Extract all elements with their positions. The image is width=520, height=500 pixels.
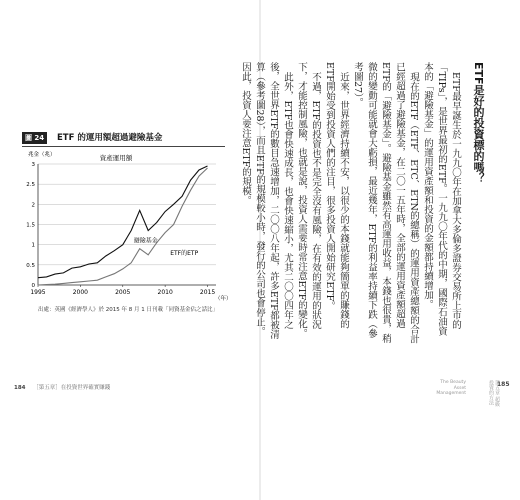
meta-line: Asset xyxy=(453,385,466,391)
figure-rule xyxy=(22,146,225,147)
figure-title: ETF 的運用額超過避險基金 xyxy=(57,133,163,143)
y-tick-label: 3 xyxy=(31,162,35,168)
y-tick-label: 1.5 xyxy=(26,222,35,229)
series-line-1 xyxy=(38,168,208,285)
y-tick-label: 2.5 xyxy=(26,182,35,189)
chart-ticks xyxy=(26,162,215,296)
chart-title: 資產運用額 xyxy=(99,154,133,162)
chart-lines xyxy=(38,166,208,285)
running-head-right: 第五章 超級投資的方法 xyxy=(488,380,500,407)
x-tick-label: 1995 xyxy=(30,289,46,296)
meta-line: Management xyxy=(436,391,466,396)
series-label-hedge-fund: 避險基金 xyxy=(133,237,158,245)
page-number-left: 184 xyxy=(14,385,26,391)
chart xyxy=(14,148,232,303)
y-tick-label: 1 xyxy=(31,242,35,249)
meta-line: The Beauty xyxy=(440,380,466,385)
page-number-right: 185 xyxy=(497,381,510,388)
chart-labels xyxy=(134,237,199,257)
body-text xyxy=(238,62,486,344)
y-tick-label: 0.5 xyxy=(26,262,35,269)
right-footer-meta xyxy=(406,380,466,397)
paragraph: ETF最早誕生於一九九〇年在加拿大多倫多證券交易所上市的「TIPs」，是世界最初的ETF。一九九〇年代的中期，國際石油資本的「避險基金」的運用資產額和投資的金額都持續增加。 xyxy=(422,62,461,336)
figure-source: 出處：英國《經濟學人》於 2015 年 8 月 1 日刊載「同資基金佔之話比」 xyxy=(38,307,218,313)
figure-tag: 圖 24 xyxy=(22,132,47,144)
running-title-left: ［第五章］在投資世界確實賺錢 xyxy=(33,385,111,391)
series-line-0 xyxy=(38,166,208,278)
paragraph: 不過，ETF的投資也不是完全沒有風險，在有效的運用的狀況下，才能控制風險，也就是說，投資人需要時常注意ETF的變化。 xyxy=(296,62,321,339)
y-tick-label: 0 xyxy=(31,283,35,289)
paragraph: 近來，世界經濟持續不安，以很少的本錢就能夠簡單的賺錢的ETF開始受到投資人們的注目，很多投資人開始研究ETF。 xyxy=(324,62,349,328)
x-tick-label: 2000 xyxy=(72,289,89,296)
x-tick-label: 2010 xyxy=(157,289,173,296)
x-axis-label: （年） xyxy=(215,296,232,302)
left-footer xyxy=(14,383,110,391)
y-axis-label: 兆金（兆） xyxy=(28,152,56,158)
x-tick-label: 2005 xyxy=(115,289,131,296)
series-label-etf: ETF的ETP xyxy=(170,249,199,257)
x-tick-label: 2015 xyxy=(199,289,216,296)
y-tick-label: 2 xyxy=(31,202,35,209)
paragraph: 現在的ETF（ETF、ETC、ETN的總稱）的運用資產總額的合計已經超過了避險基金，在二〇一五年時，全部的運用資產額超過ETF的「避險基金」。避險基金雖然有高運用收益，本錢也很貴，稍微的變動可能就會大虧損，最近幾年，ETF的利益率持續下跌（參考圖27）。 xyxy=(352,62,419,344)
paragraph: 此外，ETF也會快速成長，也會快速縮小，尤其二〇〇四年之後，全世界ETF的數目急速增加，二〇〇八年起，許多ETF都被清算（參考圖28），而且ETF的規模較小時，發行的公司也會停止。因此，投資人要注意ETF的規模。 xyxy=(240,62,293,340)
section-heading: ETF是好的投資標的嗎？ xyxy=(472,62,485,184)
